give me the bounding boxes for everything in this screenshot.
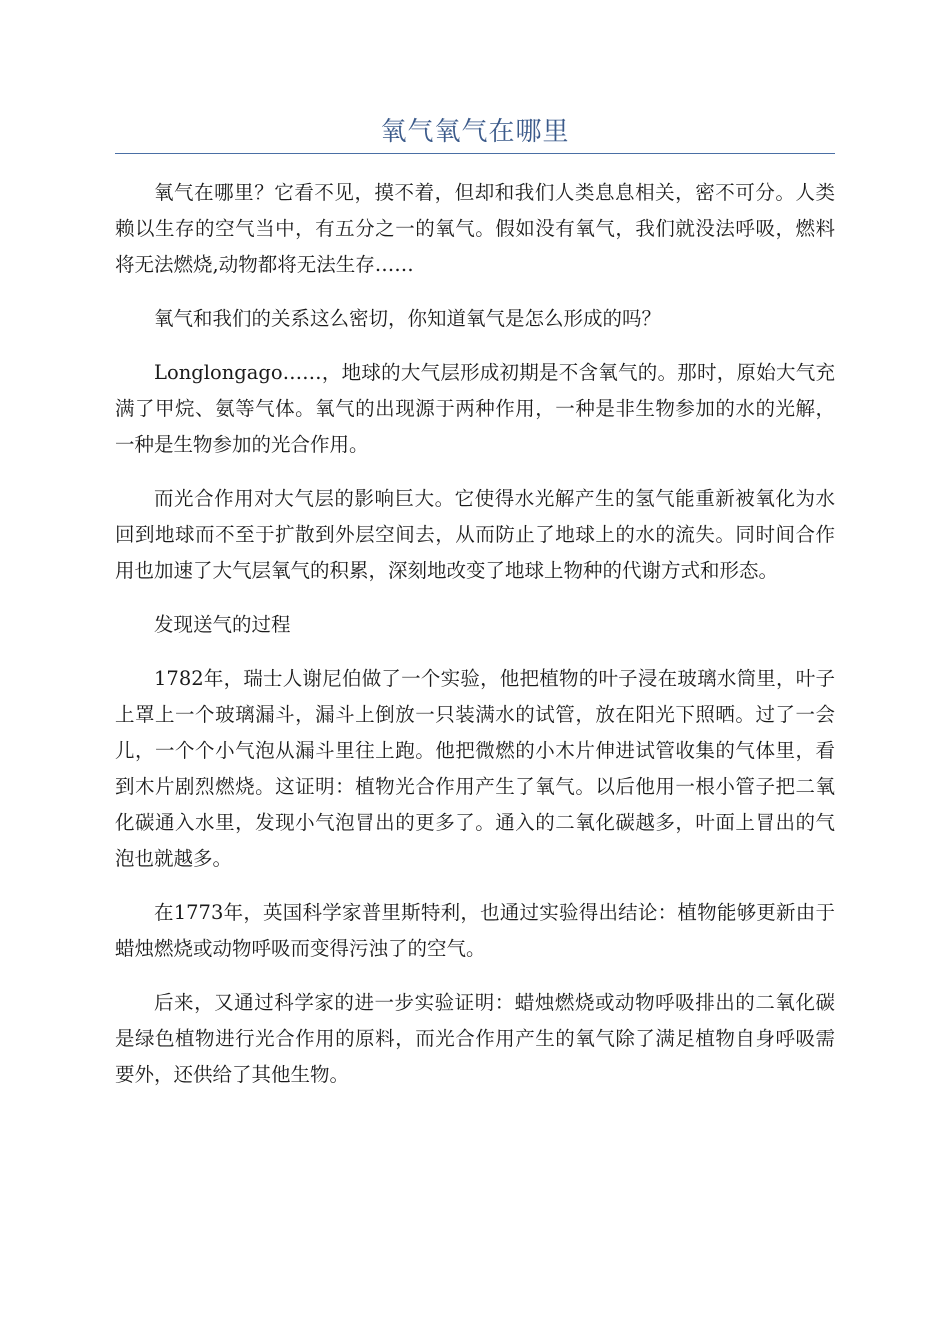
document-body bbox=[115, 175, 835, 1111]
paragraph-origin: Longlongago……，地球的大气层形成初期是不含氧气的。那时，原始大气充满了甲烷、氨等气体。氧气的出现源于两种作用，一种是非生物参加的水的光解，一种是生物参加的光合作用。 bbox=[115, 361, 835, 456]
title-underline bbox=[115, 153, 835, 154]
paragraph-question: 氧气和我们的关系这么密切，你知道氧气是怎么形成的吗？ bbox=[154, 307, 662, 330]
paragraph-photosynthesis-impact: 而光合作用对大气层的影响巨大。它使得水光解产生的氢气能重新被氧化为水回到地球而不至于扩散到外层空间去，从而防止了地球上的水的流失。同时间合作用也加速了大气层氧气的积累，深刻地改变了地球上物种的代谢方式和形态。 bbox=[115, 487, 835, 582]
paragraph-1773-priestley: 在1773年，英国科学家普里斯特利，也通过实验得出结论：植物能够更新由于蜡烛燃烧或动物呼吸而变得污浊了的空气。 bbox=[115, 901, 835, 960]
section-heading-discovery: 发现送气的过程 bbox=[154, 613, 291, 636]
paragraph-conclusion: 后来，又通过科学家的进一步实验证明：蜡烛燃烧或动物呼吸排出的二氧化碳是绿色植物进行光合作用的原料，而光合作用产生的氧气除了满足植物自身呼吸需要外，还供给了其他生物。 bbox=[115, 991, 835, 1086]
paragraph-1782-experiment: 1782年，瑞士人谢尼伯做了一个实验，他把植物的叶子浸在玻璃水筒里，叶子上罩上一个玻璃漏斗，漏斗上倒放一只装满水的试管，放在阳光下照晒。过了一会儿，一个个小气泡从漏斗里往上跑。他把微燃的小木片伸进试管收集的气体里，看到木片剧烈燃烧。这证明：植物光合作用产生了氧气。以后他用一根小管子把二氧化碳通入水里，发现小气泡冒出的更多了。通入的二氧化碳越多，叶面上冒出的气泡也就越多。 bbox=[115, 667, 835, 870]
paragraph-intro: 氧气在哪里？它看不见，摸不着，但却和我们人类息息相关，密不可分。人类赖以生存的空气当中，有五分之一的氧气。假如没有氧气，我们就没法呼吸，燃料将无法燃烧,动物都将无法生存…… bbox=[115, 181, 835, 276]
page-title: 氧气氧气在哪里 bbox=[380, 117, 570, 147]
